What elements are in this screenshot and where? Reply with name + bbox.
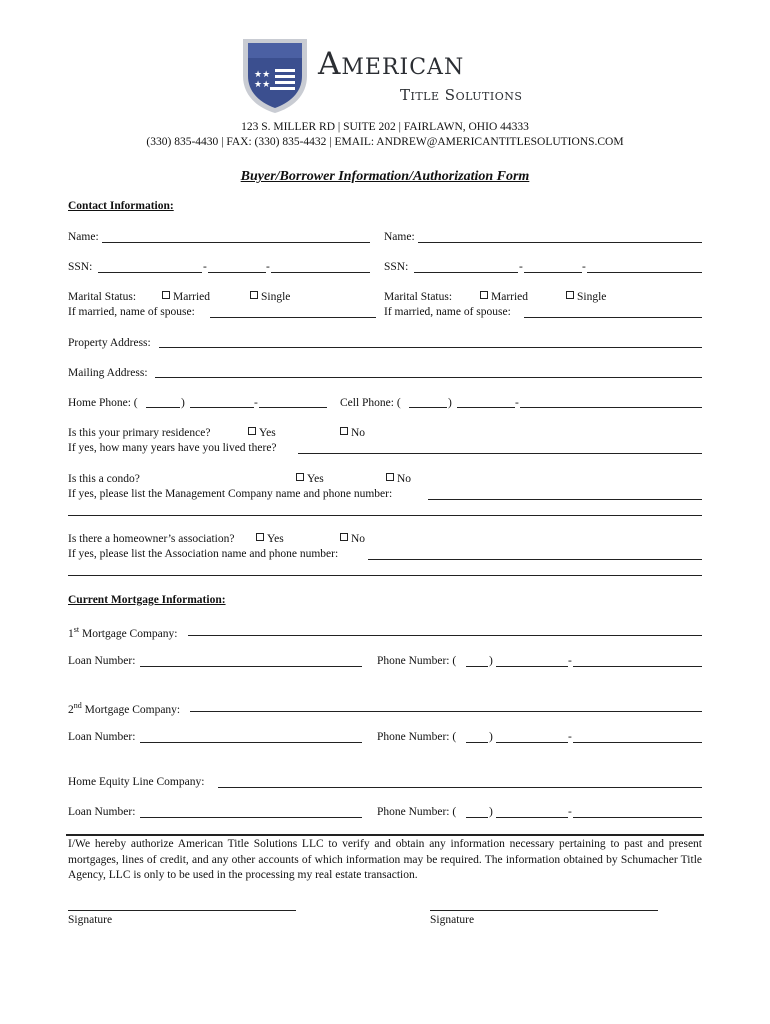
condo-detail-field[interactable] (428, 499, 702, 500)
brand-name: American (318, 46, 465, 82)
checkbox-icon (340, 427, 348, 435)
first-mortgage-label: 1st Mortgage Company: (68, 625, 178, 640)
cell-phone-close: ) (448, 397, 452, 409)
ssn-dash: - (582, 261, 586, 273)
primary-residence-question: Is this your primary residence? (68, 427, 211, 439)
single-label: Single (577, 291, 607, 303)
brand-subtitle: Title Solutions (400, 86, 523, 104)
signature-label-2: Signature (430, 914, 475, 926)
phone-field-3b[interactable] (573, 817, 702, 818)
hoa-question: Is there a homeowner’s association? (68, 533, 235, 545)
phone-dash: - (254, 397, 258, 409)
home-phone-field-b[interactable] (259, 407, 327, 408)
condo-detail-field-2[interactable] (68, 515, 702, 516)
marital-label-2: Marital Status: (384, 291, 453, 303)
home-phone-close: ) (181, 397, 185, 409)
ssn-field-1b[interactable] (208, 272, 266, 273)
shield-logo-icon (240, 36, 310, 114)
ssn-field-2a[interactable] (414, 272, 518, 273)
name-field-2[interactable] (418, 242, 702, 243)
condo-question: Is this a condo? (68, 473, 140, 485)
cell-phone-label: Cell Phone: ( (340, 397, 401, 409)
checkbox-icon (248, 427, 256, 435)
home-phone-label: Home Phone: ( (68, 397, 138, 409)
heloc-field[interactable] (218, 787, 702, 788)
ssn-field-2c[interactable] (587, 272, 702, 273)
loan-number-label-3: Loan Number: (68, 806, 136, 818)
phone-close-1: ) (489, 655, 493, 667)
checkbox-icon (386, 473, 394, 481)
marital-label-1: Marital Status: (68, 291, 137, 303)
spouse-label-1: If married, name of spouse: (68, 306, 195, 318)
spouse-field-2[interactable] (524, 317, 702, 318)
primary-yes-option[interactable] (248, 426, 276, 440)
phone-area-field-3[interactable] (466, 817, 488, 818)
hoa-no-option[interactable] (340, 532, 365, 546)
svg-text:★★: ★★ (254, 69, 271, 79)
single-option-2[interactable] (566, 290, 606, 304)
single-option-1[interactable] (250, 290, 290, 304)
name-label-1: Name: (68, 231, 99, 243)
ssn-field-1a[interactable] (98, 272, 202, 273)
phone-field-3a[interactable] (496, 817, 568, 818)
authorization-text: I/We hereby authorize American Title Solutions LLC to verify and obtain any information necessary pertaining to past and present mortgages, lines of credit, and any other accounts of which information may be required. The information obtained by Schumacher Title Agency, LLC is only to be used in the processing my real estate transaction. (68, 838, 702, 881)
cell-phone-field-b[interactable] (520, 407, 702, 408)
checkbox-icon (566, 291, 574, 299)
years-field[interactable] (298, 453, 702, 454)
hoa-detail-label: If yes, please list the Association name and phone number: (68, 548, 339, 560)
checkbox-icon (256, 533, 264, 541)
contact-line: (330) 835-4430 | FAX: (330) 835-4432 | EMAIL: ANDREW@AMERICANTITLESOLUTIONS.COM (146, 136, 624, 148)
spouse-label-2: If married, name of spouse: (384, 306, 511, 318)
phone-dash: - (515, 397, 519, 409)
cell-area-field[interactable] (409, 407, 447, 408)
yes-label: Yes (259, 427, 276, 439)
logo (240, 36, 540, 116)
loan-number-label-2: Loan Number: (68, 731, 136, 743)
contact-heading: Contact Information: (68, 200, 174, 212)
home-phone-field-a[interactable] (190, 407, 254, 408)
phone-number-label-2: Phone Number: ( (377, 731, 457, 743)
second-mortgage-field[interactable] (190, 711, 702, 712)
phone-number-label-1: Phone Number: ( (377, 655, 457, 667)
ssn-label-2: SSN: (384, 261, 409, 273)
married-label: Married (491, 291, 529, 303)
condo-yes-option[interactable] (296, 472, 324, 486)
home-area-field[interactable] (146, 407, 180, 408)
address-line: 123 S. MILLER RD | SUITE 202 | FAIRLAWN, OHIO 44333 (241, 121, 529, 133)
yes-label: Yes (267, 533, 284, 545)
svg-text:★★: ★★ (254, 79, 271, 89)
second-mortgage-label: 2nd Mortgage Company: (68, 701, 181, 716)
divider (66, 834, 704, 836)
property-address-label: Property Address: (68, 337, 151, 349)
heloc-label: Home Equity Line Company: (68, 776, 205, 788)
property-address-field[interactable] (159, 347, 702, 348)
hoa-yes-option[interactable] (256, 532, 284, 546)
mortgage-heading: Current Mortgage Information: (68, 594, 226, 606)
phone-field-2a[interactable] (496, 742, 568, 743)
ssn-field-2b[interactable] (524, 272, 582, 273)
phone-dash: - (568, 731, 572, 743)
cell-phone-field-a[interactable] (457, 407, 515, 408)
checkbox-icon (250, 291, 258, 299)
years-question: If yes, how many years have you lived there? (68, 442, 277, 454)
married-option-1[interactable] (162, 290, 210, 304)
phone-area-field-2[interactable] (466, 742, 488, 743)
phone-field-2b[interactable] (573, 742, 702, 743)
condo-no-option[interactable] (386, 472, 411, 486)
checkbox-icon (162, 291, 170, 299)
first-mortgage-field[interactable] (188, 635, 702, 636)
phone-close-3: ) (489, 806, 493, 818)
hoa-detail-field-2[interactable] (68, 575, 702, 576)
signature-line-2[interactable] (430, 910, 658, 911)
mailing-address-field[interactable] (155, 377, 702, 378)
single-label: Single (261, 291, 291, 303)
signature-label-1: Signature (68, 914, 113, 926)
ssn-dash: - (266, 261, 270, 273)
checkbox-icon (340, 533, 348, 541)
spouse-field-1[interactable] (210, 317, 376, 318)
ssn-field-1c[interactable] (271, 272, 370, 273)
married-label: Married (173, 291, 211, 303)
loan-number-field-1[interactable] (140, 666, 362, 667)
condo-detail-label: If yes, please list the Management Company name and phone number: (68, 488, 393, 500)
name-field-1[interactable] (102, 242, 370, 243)
signature-line-1[interactable] (68, 910, 296, 911)
phone-area-field-1[interactable] (466, 666, 488, 667)
ssn-dash: - (519, 261, 523, 273)
phone-close-2: ) (489, 731, 493, 743)
checkbox-icon (296, 473, 304, 481)
no-label: No (351, 427, 366, 439)
phone-dash: - (568, 806, 572, 818)
mailing-address-label: Mailing Address: (68, 367, 148, 379)
primary-no-option[interactable] (340, 426, 365, 440)
no-label: No (397, 473, 412, 485)
yes-label: Yes (307, 473, 324, 485)
phone-field-1a[interactable] (496, 666, 568, 667)
no-label: No (351, 533, 366, 545)
loan-number-field-3[interactable] (140, 817, 362, 818)
hoa-detail-field[interactable] (368, 559, 702, 560)
loan-number-label-1: Loan Number: (68, 655, 136, 667)
name-label-2: Name: (384, 231, 415, 243)
married-option-2[interactable] (480, 290, 528, 304)
checkbox-icon (480, 291, 488, 299)
loan-number-field-2[interactable] (140, 742, 362, 743)
ssn-label-1: SSN: (68, 261, 93, 273)
phone-field-1b[interactable] (573, 666, 702, 667)
phone-number-label-3: Phone Number: ( (377, 806, 457, 818)
form-title: Buyer/Borrower Information/Authorization Form (240, 169, 530, 184)
phone-dash: - (568, 655, 572, 667)
ssn-dash: - (203, 261, 207, 273)
